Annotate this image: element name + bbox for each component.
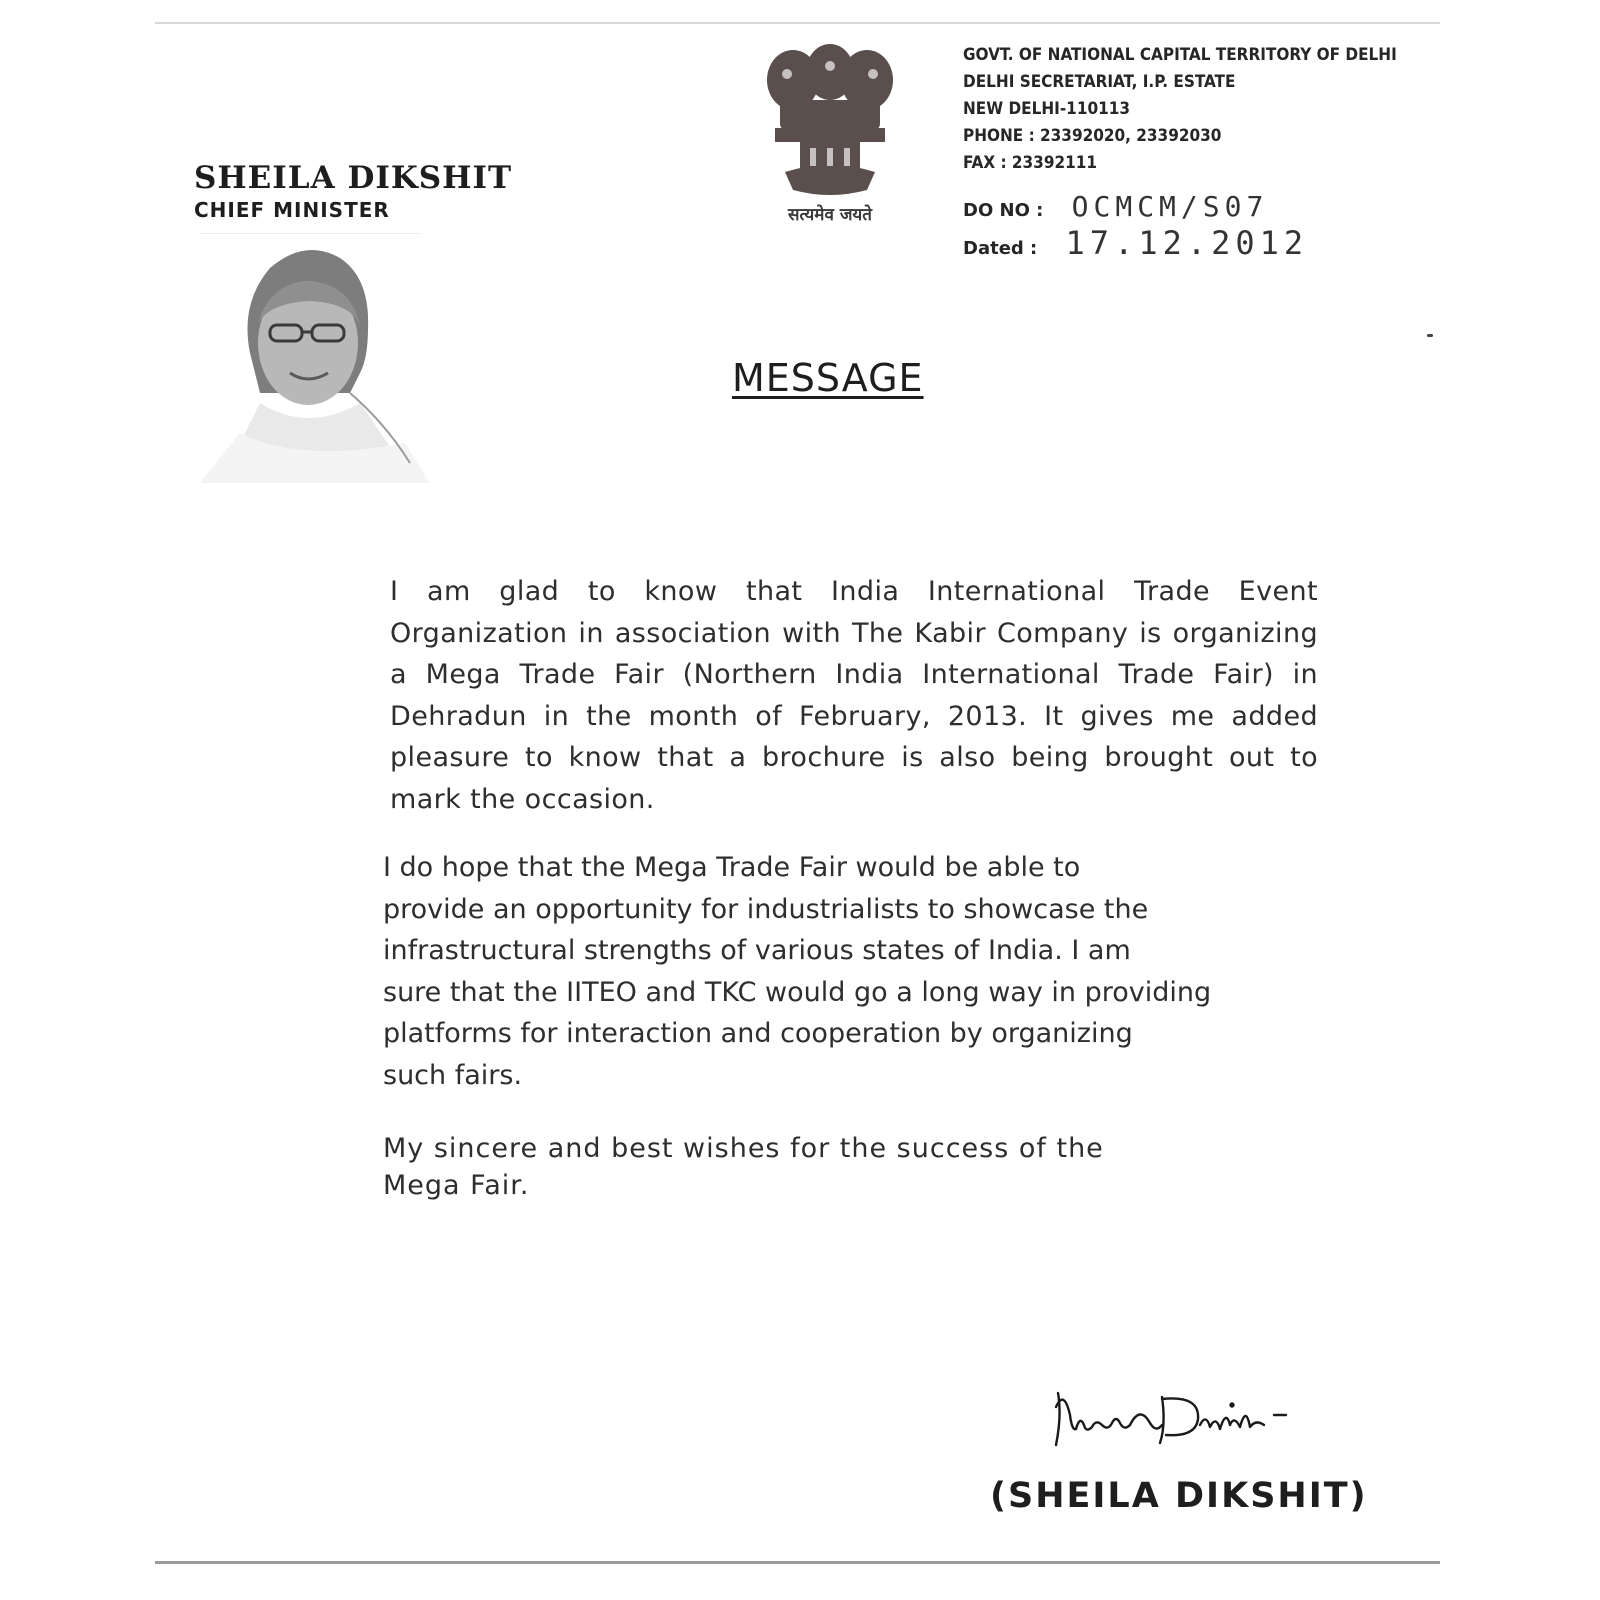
handwritten-signature: [1050, 1385, 1315, 1455]
paragraph-line: provide an opportunity for industrialists to showcase the: [383, 893, 1149, 925]
paragraph-line: sure that the IITEO and TKC would go a long way in providing: [383, 976, 1212, 1008]
dated-row: [963, 224, 1443, 262]
message-paragraph-2: [383, 847, 1323, 1096]
speck: [1427, 334, 1433, 337]
paragraph-line: I do hope that the Mega Trade Fair would be able to: [383, 852, 1081, 883]
letterhead-address: [963, 42, 1443, 177]
page-title: MESSAGE: [732, 356, 924, 400]
sender-designation: CHIEF MINISTER: [194, 198, 390, 222]
paragraph-line: Mega Fair.: [383, 1170, 530, 1201]
dated-label: Dated :: [963, 238, 1038, 259]
emblem-caption: सत्यमेव जयते: [788, 205, 872, 225]
bottom-rule: [155, 1561, 1440, 1564]
national-emblem-icon: [755, 40, 905, 230]
letterhead-line: PHONE : 23392020, 23392030: [963, 126, 1222, 146]
letterhead-line: DELHI SECRETARIAT, I.P. ESTATE: [963, 72, 1236, 92]
top-rule: [155, 22, 1440, 24]
do-no-value: OCMCM/S07: [1071, 190, 1269, 223]
reference-block: [963, 190, 1443, 262]
paragraph-line: infrastructural strengths of various states of India. I am: [383, 935, 1131, 966]
letterhead-line: FAX : 23392111: [963, 153, 1098, 173]
message-paragraph-1: I am glad to know that India International Trade Event Organization in association with The Kabir Company is organizing a Mega Trade Fair (Northern India International Trade Fair) in Dehradun in the month of February, 2013. It gives me added pleasure to know that a brochure is also being brought out to mark the occasion.: [390, 576, 1318, 815]
sender-block: [194, 160, 512, 222]
portrait-photo: [200, 233, 430, 483]
paragraph-line: platforms for interaction and cooperation by organizing: [383, 1018, 1133, 1049]
dated-value: 17.12.2012: [1065, 224, 1309, 262]
message-paragraph-3: [383, 1130, 1323, 1204]
do-no-label: DO NO :: [963, 200, 1044, 221]
letterhead-line: NEW DELHI-110113: [963, 99, 1131, 119]
paragraph-line: My sincere and best wishes for the success of the: [383, 1133, 1104, 1164]
sender-name: SHEILA DIKSHIT: [194, 160, 513, 196]
letterhead-line: GOVT. OF NATIONAL CAPITAL TERRITORY OF DELHI: [963, 45, 1397, 65]
signatory-name: (SHEILA DIKSHIT): [990, 1476, 1368, 1516]
do-no-row: [963, 190, 1443, 224]
paragraph-line: such fairs.: [383, 1059, 523, 1091]
